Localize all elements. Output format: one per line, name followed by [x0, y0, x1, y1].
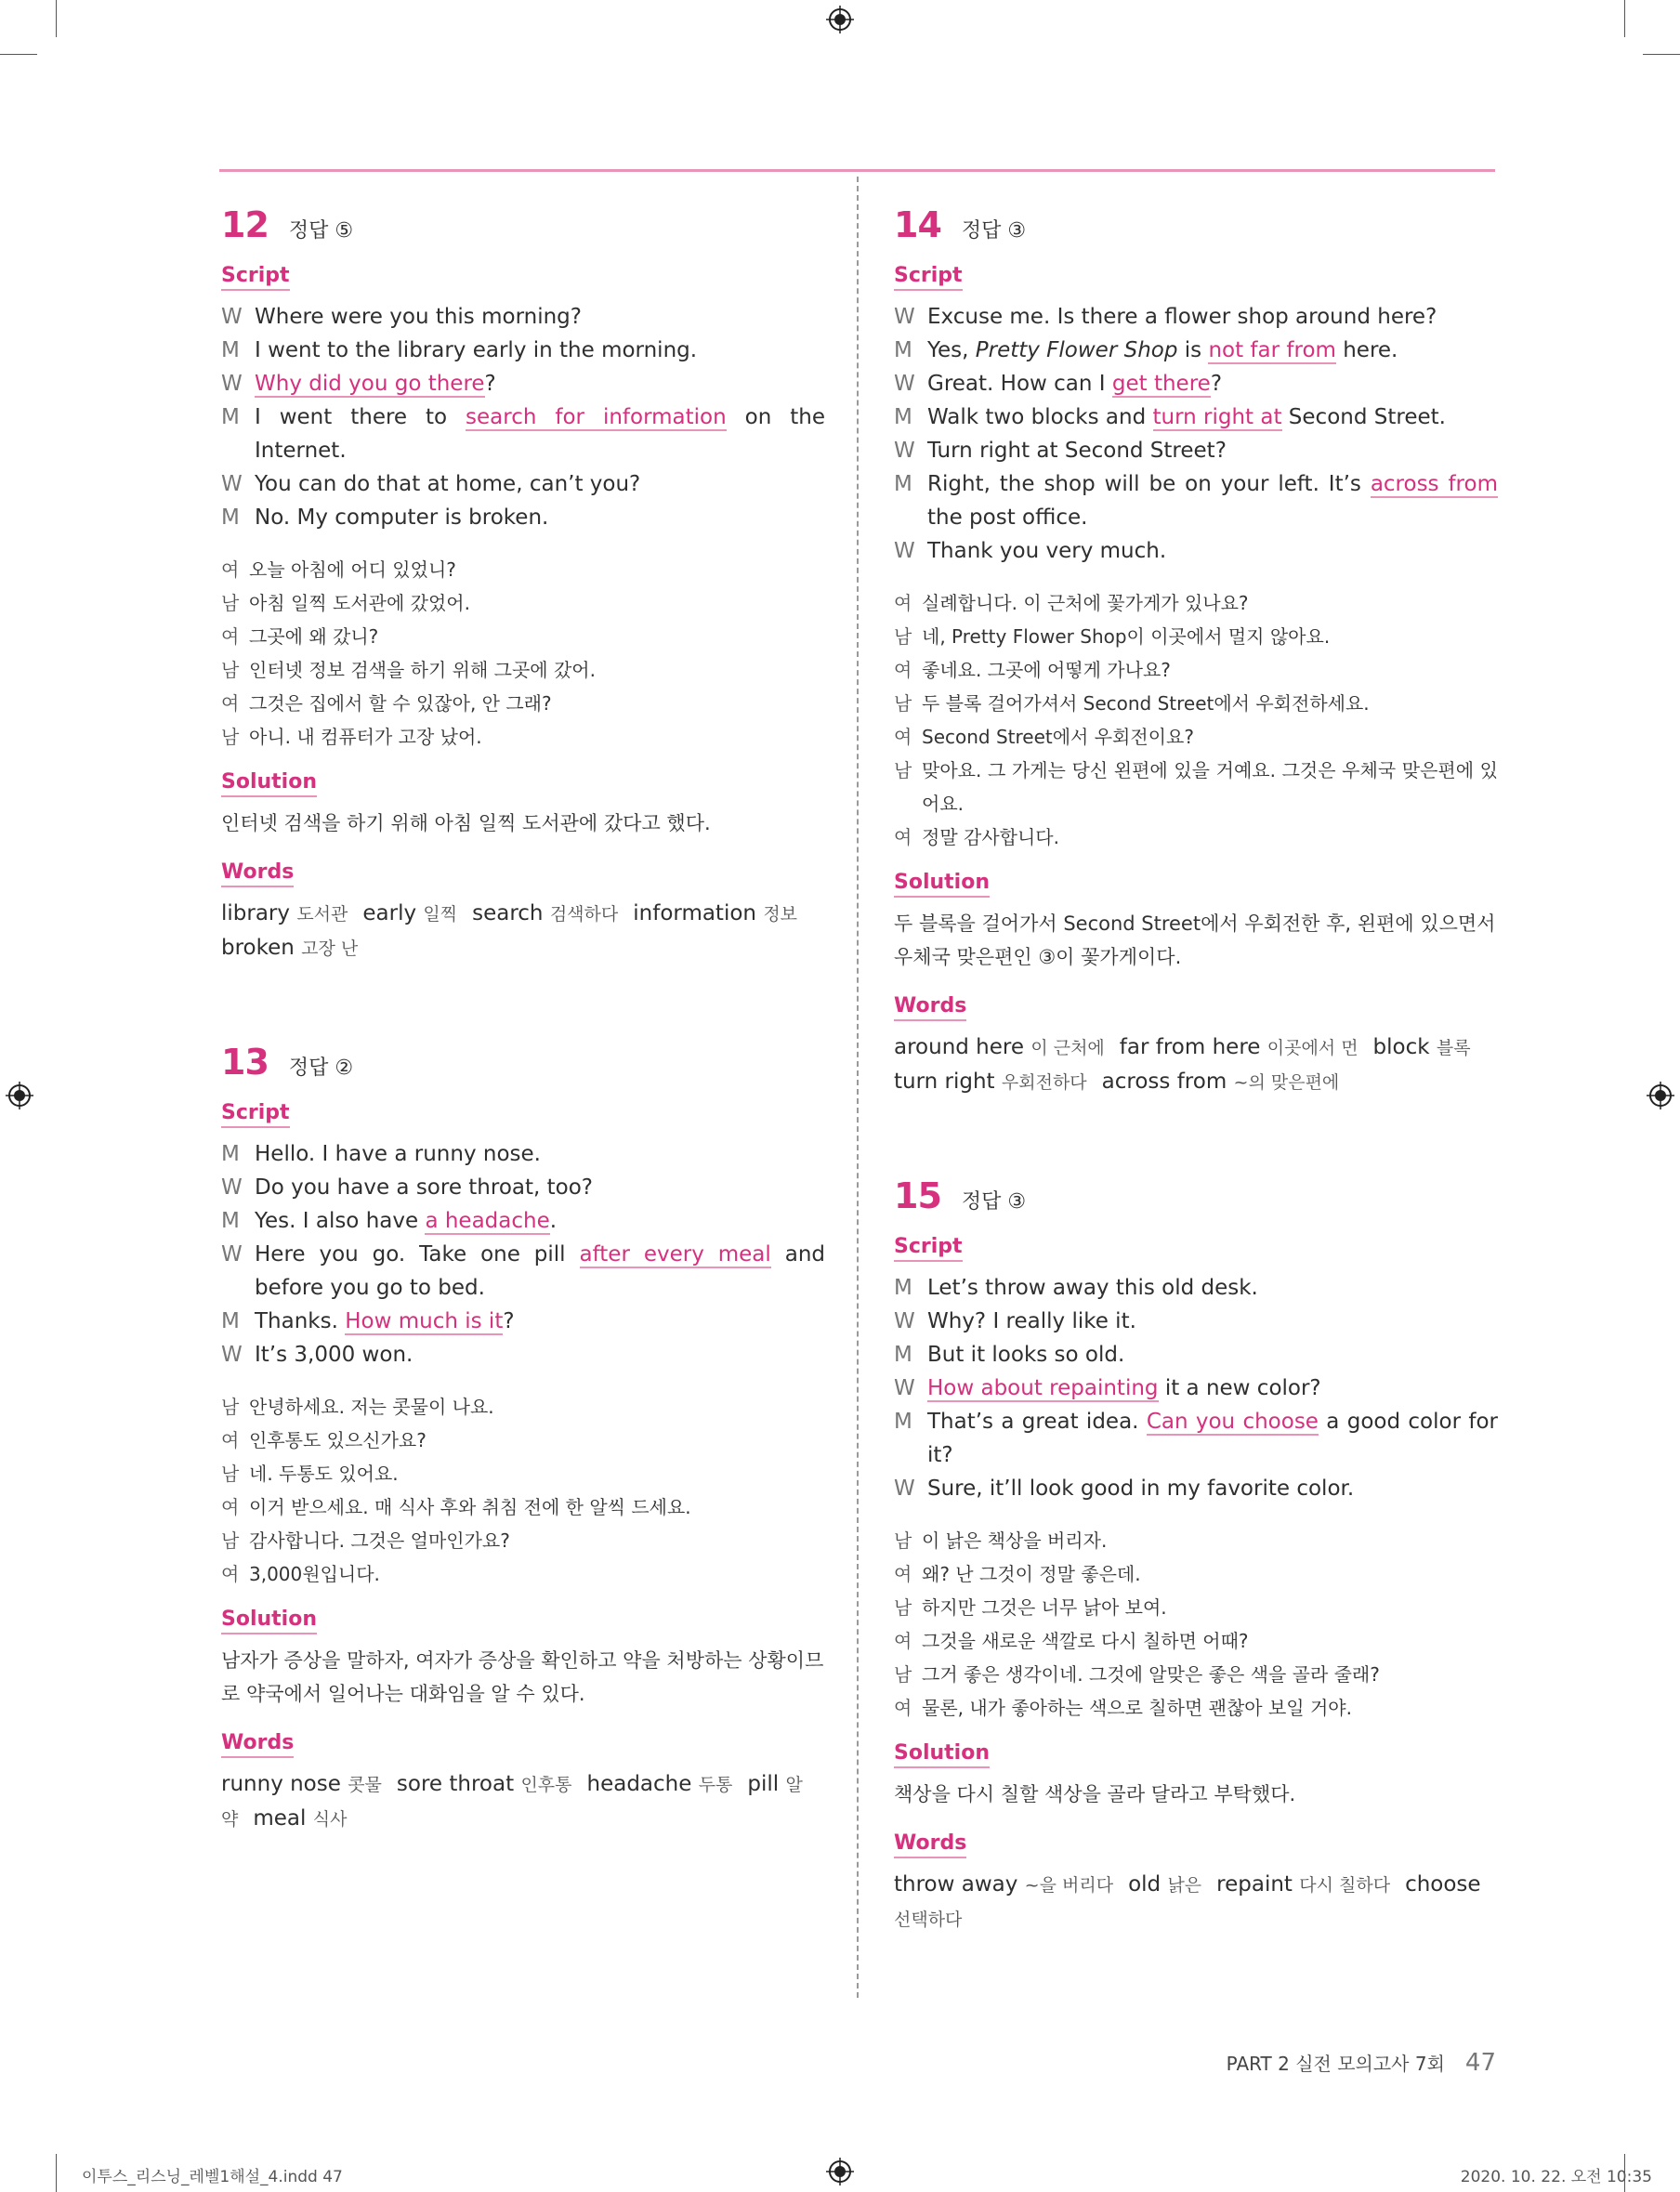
solution-text: 남자가 증상을 말하자, 여자가 증상을 확인하고 약을 처방하는 상황이므로 약국에서 일어나는 대화임을 알 수 있다.: [221, 1649, 824, 1705]
script-text: [255, 1238, 825, 1305]
translation-line: [894, 586, 1498, 620]
speaker-label: 여: [894, 1697, 912, 1719]
solution-heading: Solution: [221, 1608, 317, 1634]
script-fragment: ?: [484, 372, 496, 396]
speaker-label: 여: [894, 826, 912, 848]
solution-heading: Solution: [221, 770, 317, 797]
script-line: [894, 1405, 1498, 1472]
speaker-label: M: [894, 405, 912, 429]
script-text: [927, 467, 1498, 534]
speaker-label: 남: [894, 759, 912, 781]
speaker-label: M: [221, 338, 240, 362]
script-line: [221, 1238, 825, 1305]
question-block: [221, 1042, 825, 1836]
translation-line: [894, 1658, 1498, 1691]
script-fragment: But it looks so old.: [927, 1343, 1125, 1367]
script-text: [927, 1472, 1498, 1505]
speaker-label: 여: [894, 1630, 912, 1652]
script-line: [894, 300, 1498, 334]
script-fragment: It’s 3,000 won.: [255, 1343, 413, 1367]
word-kr: 일찍: [423, 904, 458, 925]
translation-text: 이거 받으세요. 매 식사 후와 취침 전에 한 알씩 드세요.: [249, 1496, 691, 1518]
translation: [221, 1390, 825, 1591]
translation-line: [221, 586, 825, 620]
script-line: [894, 1338, 1498, 1372]
script-line: [221, 467, 825, 501]
translation-text: 그거 좋은 생각이네. 그것에 알맞은 좋은 색을 골라 줄래?: [922, 1663, 1380, 1686]
speaker-label: W: [894, 1477, 915, 1501]
script-text: [927, 1271, 1498, 1305]
word-en: around here: [894, 1035, 1031, 1059]
right-column: [894, 204, 1498, 2013]
answer-label: 정답 ③: [961, 219, 1027, 243]
script-heading: Script: [221, 1101, 290, 1128]
translation-text: 그곳에 왜 갔니?: [249, 625, 379, 648]
speaker-label: M: [221, 1309, 240, 1333]
translation-line: [894, 820, 1498, 854]
script-fragment: I went there to: [255, 405, 466, 429]
speaker-label: W: [894, 372, 915, 396]
script-fragment: Do you have a sore throat, too?: [255, 1175, 594, 1200]
speaker-label: W: [221, 1242, 243, 1267]
word-en: sore throat: [396, 1772, 521, 1796]
speaker-label: 여: [221, 1563, 240, 1585]
answer-label: 정답 ③: [961, 1190, 1027, 1214]
translation-line: [894, 1624, 1498, 1658]
translation-text: 인터넷 정보 검색을 하기 위해 그곳에 갔어.: [249, 659, 596, 681]
word-en: far from here: [1119, 1035, 1267, 1059]
speaker-label: 여: [894, 1563, 912, 1585]
words-heading: Words: [221, 860, 294, 887]
word-en: repaint: [1216, 1872, 1300, 1897]
script-fragment: Let’s throw away this old desk.: [927, 1276, 1258, 1300]
translation-text: 안녕하세요. 저는 콧물이 나요.: [249, 1396, 494, 1418]
script-fragment: here.: [1335, 338, 1398, 362]
word-en: pill: [747, 1772, 786, 1796]
word-kr: 우회전하다: [1001, 1072, 1087, 1093]
word-kr: 다시 칠하다: [1299, 1875, 1391, 1896]
translation-line: [894, 620, 1498, 653]
word-kr: ~의 맞은편에: [1233, 1072, 1340, 1093]
question-number: 14: [894, 204, 941, 245]
script-line: [894, 400, 1498, 434]
script-fragment: Here you go. Take one pill: [255, 1242, 580, 1267]
script-line: [221, 1171, 825, 1204]
word-list: [894, 1868, 1498, 1936]
word-kr: 선택하다: [894, 1910, 963, 1930]
translation-text: 왜? 난 그것이 정말 좋은데.: [922, 1563, 1141, 1585]
translation-line: [221, 720, 825, 754]
script-text: [927, 434, 1498, 467]
script-text: [255, 367, 825, 400]
script-text: [255, 334, 825, 367]
script-text: [927, 1405, 1498, 1472]
question-number: 15: [894, 1175, 941, 1216]
word-en: early: [362, 901, 424, 925]
script-fragment: the post office.: [927, 505, 1088, 530]
script-fragment: Why? I really like it.: [927, 1309, 1136, 1333]
script-text: [927, 1372, 1498, 1405]
script-text: [255, 1338, 825, 1372]
speaker-label: 여: [221, 692, 240, 715]
speaker-label: M: [894, 338, 912, 362]
word-list: [221, 1767, 825, 1836]
script-fragment: Second Street.: [1281, 405, 1446, 429]
speaker-label: 여: [894, 726, 912, 748]
word-list: [221, 897, 825, 965]
script-heading: Script: [894, 264, 963, 291]
speaker-label: W: [894, 305, 915, 329]
blank-answer: How much is it: [345, 1309, 504, 1333]
translation-line: [894, 1524, 1498, 1557]
translation-text: 아침 일찍 도서관에 갔었어.: [249, 592, 470, 614]
word-kr: 이 근처에: [1030, 1038, 1105, 1058]
crop-mark: [1624, 0, 1625, 37]
speaker-label: 여: [894, 659, 912, 681]
answer-label: 정답 ⑤: [288, 219, 354, 243]
word-kr: 식사: [312, 1809, 348, 1830]
script-line: [221, 334, 825, 367]
translation-text: Second Street에서 우회전이요?: [922, 726, 1194, 748]
translation-line: [221, 1490, 825, 1524]
translation-text: 맞아요. 그 가게는 당신 왼편에 있을 거예요. 그것은 우체국 맞은편에 있어요.: [922, 759, 1498, 815]
script-text: [927, 534, 1498, 568]
script-fragment: Walk two blocks and: [927, 405, 1153, 429]
solution-heading: Solution: [894, 1741, 990, 1768]
blank-answer: a headache: [425, 1209, 550, 1233]
script-text: [927, 367, 1498, 400]
question-number: 13: [221, 1042, 269, 1083]
word-kr: 낡은: [1167, 1875, 1202, 1896]
script-fragment: it a new color?: [1158, 1376, 1321, 1400]
left-column: [221, 204, 825, 1912]
script-fragment: I went to the library early in the morning.: [255, 338, 698, 362]
script-fragment: Excuse me. Is there a flower shop around here?: [927, 305, 1437, 329]
translation-text: 물론, 내가 좋아하는 색으로 칠하면 괜찮아 보일 거야.: [922, 1697, 1352, 1719]
script-text: [255, 1171, 825, 1204]
top-rule: [219, 169, 1495, 172]
script-line: [894, 334, 1498, 367]
script-text: [255, 1305, 825, 1338]
speaker-label: M: [894, 1343, 912, 1367]
word-en: old: [1128, 1872, 1168, 1897]
crop-mark: [56, 0, 57, 37]
script-line: [894, 367, 1498, 400]
solution-heading: Solution: [894, 871, 990, 898]
question-header: [221, 1042, 825, 1083]
word-en: turn right: [894, 1070, 1002, 1094]
blank-answer: Why did you go there: [255, 372, 485, 396]
speaker-label: 남: [894, 625, 912, 648]
script-fragment: Thank you very much.: [927, 539, 1167, 563]
blank-answer: not far from: [1208, 338, 1336, 362]
page-footer: [1227, 2049, 1496, 2077]
translation-text: 하지만 그것은 너무 낡아 보여.: [922, 1596, 1167, 1619]
script-fragment: Where were you this morning?: [255, 305, 582, 329]
word-en: library: [221, 901, 297, 925]
question-header: [221, 204, 825, 245]
blank-answer: across from: [1370, 472, 1498, 496]
question-header: [894, 204, 1498, 245]
script-line: [221, 367, 825, 400]
script-line: [221, 400, 825, 467]
script-fragment: Thanks.: [255, 1309, 346, 1333]
translation: [894, 1524, 1498, 1725]
script-text: [927, 300, 1498, 334]
translation-text: 아니. 내 컴퓨터가 고장 났어.: [249, 726, 482, 748]
registration-mark-icon: [826, 2158, 854, 2185]
speaker-label: 남: [221, 1463, 240, 1485]
script-line: [221, 1204, 825, 1238]
script-fragment: You can do that at home, can’t you?: [255, 472, 641, 496]
translation-text: 실례합니다. 이 근처에 꽃가게가 있나요?: [922, 592, 1249, 614]
translation-text: 그것은 집에서 할 수 있잖아, 안 그래?: [249, 692, 552, 715]
word-en: broken: [221, 936, 302, 960]
word-kr: ~을 버리다: [1024, 1875, 1114, 1896]
script-fragment: Right, the shop will be on your left. It’s: [927, 472, 1371, 496]
translation: [894, 586, 1498, 854]
script-text: [927, 400, 1498, 434]
word-en: headache: [586, 1772, 699, 1796]
speaker-label: W: [221, 372, 243, 396]
speaker-label: M: [221, 405, 240, 429]
question-block: [894, 1175, 1498, 1936]
speaker-label: M: [894, 1410, 912, 1434]
script-line: [221, 1137, 825, 1171]
word-en: runny nose: [221, 1772, 348, 1796]
speaker-label: W: [894, 1309, 915, 1333]
translation-text: 감사합니다. 그것은 얼마인가요?: [249, 1529, 510, 1552]
translation-line: [221, 687, 825, 720]
translation-line: [894, 754, 1498, 820]
script-fragment: ?: [1210, 372, 1223, 396]
speaker-label: M: [894, 1276, 912, 1300]
speaker-label: M: [221, 505, 240, 530]
question-header: [894, 1175, 1498, 1216]
word-kr: 콧물: [348, 1775, 382, 1795]
words-heading: Words: [894, 1831, 966, 1858]
speaker-label: 남: [894, 1663, 912, 1686]
translation-text: 두 블록 걸어가셔서 Second Street에서 우회전하세요.: [922, 692, 1370, 715]
blank-answer: Can you choose: [1146, 1410, 1319, 1434]
word-list: [894, 1030, 1498, 1099]
speaker-label: 남: [221, 726, 240, 748]
script-line: [894, 534, 1498, 568]
script-fragment: ?: [503, 1309, 515, 1333]
script-text: [255, 467, 825, 501]
word-kr: 도서관: [296, 904, 348, 925]
translation-line: [894, 1591, 1498, 1624]
word-en: information: [633, 901, 764, 925]
script-fragment: a good color for it?: [927, 1410, 1498, 1467]
word-en: block: [1372, 1035, 1437, 1059]
speaker-label: 여: [221, 1429, 240, 1451]
script-fragment: on the Internet.: [255, 405, 825, 463]
script-line: [221, 300, 825, 334]
script-line: [894, 1305, 1498, 1338]
script-text: [927, 1338, 1498, 1372]
crop-mark: [56, 2154, 57, 2192]
crop-mark: [0, 54, 37, 55]
script-fragment: Yes. I also have: [255, 1209, 426, 1233]
translation: [221, 553, 825, 754]
script-text: [255, 1204, 825, 1238]
page-number: 47: [1464, 2049, 1496, 2077]
script-fragment: Pretty Flower Shop: [975, 338, 1178, 362]
blank-answer: turn right at: [1152, 405, 1282, 429]
speaker-label: W: [894, 539, 915, 563]
script-fragment: Great. How can I: [927, 372, 1112, 396]
script-heading: Script: [221, 264, 290, 291]
word-kr: 검색하다: [549, 904, 619, 925]
script-fragment: That’s a great idea.: [927, 1410, 1147, 1434]
translation-line: [221, 1457, 825, 1490]
script-line: [221, 1305, 825, 1338]
script-line: [894, 1372, 1498, 1405]
blank-answer: How about repainting: [927, 1376, 1159, 1400]
speaker-label: W: [894, 439, 915, 463]
speaker-label: 남: [894, 692, 912, 715]
column-divider: [857, 177, 859, 1998]
word-kr: 블록: [1436, 1038, 1471, 1058]
blank-answer: get there: [1111, 372, 1211, 396]
script-heading: Script: [894, 1235, 963, 1262]
script-fragment: .: [549, 1209, 558, 1233]
script-fragment: Yes,: [927, 338, 976, 362]
script-text: [255, 400, 825, 467]
translation-line: [221, 653, 825, 687]
script-fragment: Turn right at Second Street?: [927, 439, 1227, 463]
blank-answer: search for information: [466, 405, 727, 429]
script-text: [255, 1137, 825, 1171]
speaker-label: 여: [894, 592, 912, 614]
translation-text: 네, Pretty Flower Shop이 이곳에서 멀지 않아요.: [922, 625, 1331, 648]
word-en: choose: [1405, 1872, 1481, 1897]
registration-mark-icon: [1647, 1082, 1674, 1109]
speaker-label: M: [221, 1142, 240, 1166]
translation-line: [894, 1691, 1498, 1725]
word-en: meal: [253, 1806, 313, 1831]
question-number: 12: [221, 204, 269, 245]
answer-label: 정답 ②: [288, 1057, 354, 1080]
script-fragment: No. My computer is broken.: [255, 505, 549, 530]
script-line: [221, 1338, 825, 1372]
translation-text: 오늘 아침에 어디 있었니?: [249, 558, 456, 581]
script-text: [255, 501, 825, 534]
translation-line: [894, 1557, 1498, 1591]
translation-text: 정말 감사합니다.: [922, 826, 1059, 848]
script-line: [221, 501, 825, 534]
speaker-label: W: [894, 1376, 915, 1400]
script-fragment: Hello. I have a runny nose.: [255, 1142, 541, 1166]
speaker-label: 남: [221, 1529, 240, 1552]
word-en: across from: [1101, 1070, 1234, 1094]
translation-line: [894, 720, 1498, 754]
blank-answer: after every meal: [579, 1242, 771, 1267]
script-line: [894, 1472, 1498, 1505]
solution-text: 두 블록을 걸어가서 Second Street에서 우회전한 후, 왼편에 있으면서 우체국 맞은편인 ③이 꽃가게이다.: [894, 912, 1496, 968]
speaker-label: 여: [221, 558, 240, 581]
translation-line: [221, 1390, 825, 1424]
speaker-label: 남: [221, 1396, 240, 1418]
speaker-label: M: [894, 472, 912, 496]
translation-text: 좋네요. 그곳에 어떻게 가나요?: [922, 659, 1171, 681]
word-kr: 정보: [763, 904, 798, 925]
words-heading: Words: [894, 994, 966, 1021]
translation-text: 인후통도 있으신가요?: [249, 1429, 427, 1451]
word-kr: 이곳에서 먼: [1267, 1038, 1358, 1058]
words-heading: Words: [221, 1731, 294, 1758]
script-line: [894, 467, 1498, 534]
script-line: [894, 434, 1498, 467]
registration-mark-icon: [6, 1082, 33, 1109]
script-text: [255, 300, 825, 334]
word-kr: 두통: [698, 1775, 733, 1795]
question-block: [894, 204, 1498, 1099]
word-en: search: [472, 901, 550, 925]
translation-line: [221, 620, 825, 653]
speaker-label: 남: [894, 1529, 912, 1552]
speaker-label: 여: [221, 1496, 240, 1518]
slug-filename: 이투스_리스닝_레벨1해설_4.indd 47: [82, 2168, 343, 2186]
word-kr: 알약: [221, 1775, 803, 1830]
question-block: [221, 204, 825, 965]
script-text: [927, 1305, 1498, 1338]
solution-text: 책상을 다시 칠할 색상을 골라 달라고 부탁했다.: [894, 1783, 1296, 1805]
translation-text: 이 낡은 책상을 버리자.: [922, 1529, 1108, 1552]
registration-mark-icon: [826, 6, 854, 33]
script-text: [927, 334, 1498, 367]
speaker-label: 남: [221, 659, 240, 681]
translation-text: 그것을 새로운 색깔로 다시 칠하면 어때?: [922, 1630, 1249, 1652]
script-fragment: Sure, it’ll look good in my favorite color.: [927, 1477, 1355, 1501]
speaker-label: W: [221, 1175, 243, 1200]
speaker-label: 남: [894, 1596, 912, 1619]
word-en: throw away: [894, 1872, 1025, 1897]
script-fragment: is: [1177, 338, 1209, 362]
crop-mark: [1643, 54, 1680, 55]
speaker-label: W: [221, 305, 243, 329]
slug-timestamp: 2020. 10. 22. 오전 10:35: [1460, 2168, 1652, 2186]
speaker-label: W: [221, 472, 243, 496]
speaker-label: 여: [221, 625, 240, 648]
translation-line: [221, 1424, 825, 1457]
speaker-label: M: [221, 1209, 240, 1233]
translation-line: [221, 1557, 825, 1591]
translation-line: [221, 1524, 825, 1557]
translation-line: [894, 653, 1498, 687]
footer-label: PART 2 실전 모의고사 7회: [1226, 2053, 1445, 2075]
word-kr: 고장 난: [301, 938, 359, 959]
speaker-label: 남: [221, 592, 240, 614]
speaker-label: W: [221, 1343, 243, 1367]
solution-text: 인터넷 검색을 하기 위해 아침 일찍 도서관에 갔다고 했다.: [221, 812, 711, 834]
script-line: [894, 1271, 1498, 1305]
translation-line: [894, 687, 1498, 720]
translation-text: 네. 두통도 있어요.: [249, 1463, 399, 1485]
script-fragment: and before you go to bed.: [255, 1242, 825, 1300]
word-kr: 인후통: [520, 1775, 572, 1795]
translation-line: [221, 553, 825, 586]
translation-text: 3,000원입니다.: [249, 1563, 380, 1585]
